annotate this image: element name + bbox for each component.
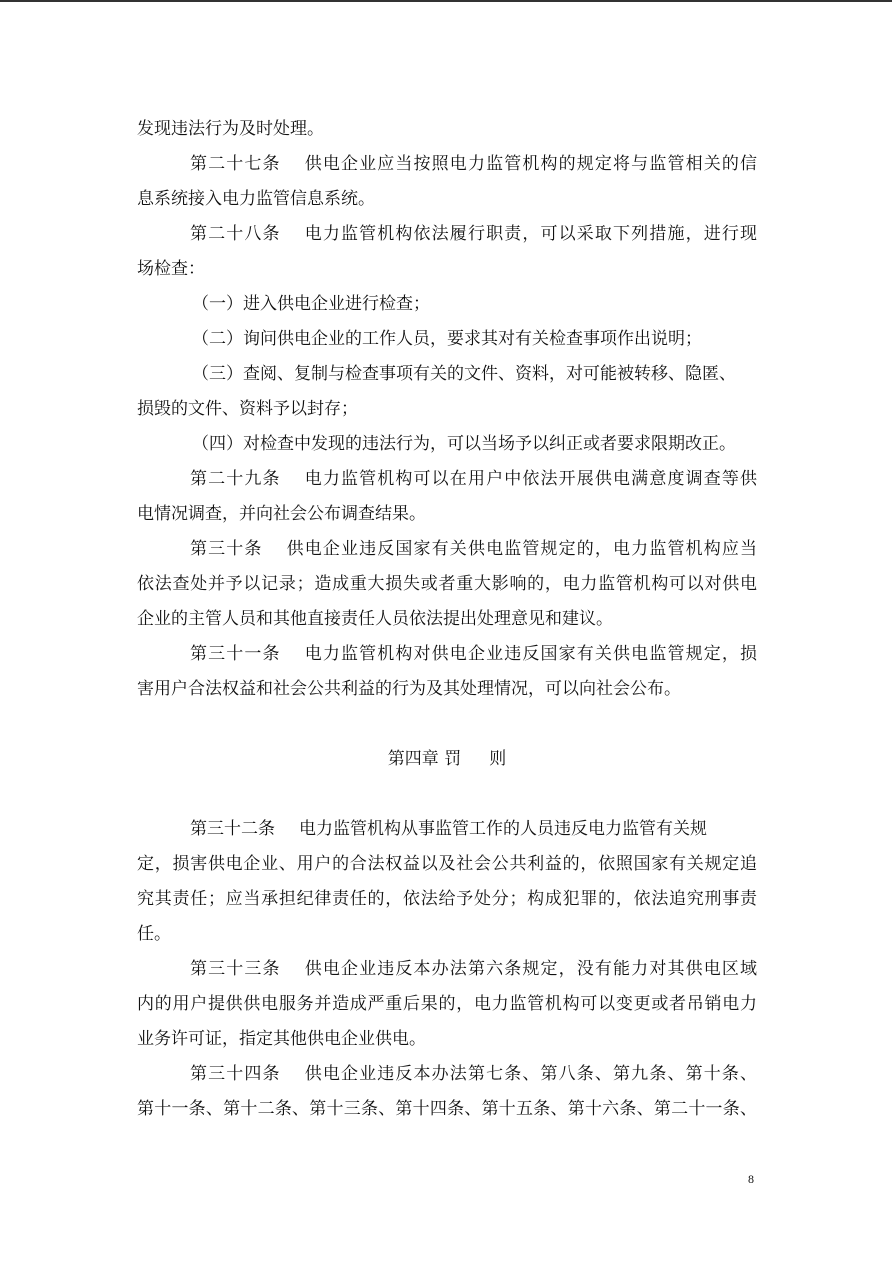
chapter-title-part-2: 则	[489, 749, 507, 769]
article-label: 第三十二条	[190, 819, 275, 839]
article-33-line-1	[137, 952, 757, 987]
article-text: 电力监管机构对供电企业违反国家有关供电监管规定，损	[304, 644, 758, 664]
article-32-line-1	[137, 812, 757, 847]
article-text: 供电企业违反本办法第六条规定，没有能力对其供电区域	[304, 959, 758, 979]
article-text: 电力监管机构从事监管工作的人员违反电力监管有关规	[299, 819, 707, 839]
article-29-line-1	[137, 462, 757, 497]
article-label: 第三十一条	[190, 644, 281, 664]
article-text: 供电企业违反国家有关供电监管规定的，电力监管机构应当	[286, 539, 758, 559]
article-text: 供电企业违反本办法第七条、第八条、第九条、第十条、	[304, 1064, 758, 1084]
article-text: 电力监管机构可以在用户中依法开展供电满意度调查等供	[304, 469, 758, 489]
article-27-line-1	[137, 147, 757, 182]
article-31-line-2: 害用户合法权益和社会公共利益的行为及其处理情况，可以向社会公布。	[137, 679, 681, 699]
article-label: 第三十四条	[190, 1064, 281, 1084]
article-29-line-2: 电情况调查，并向社会公布调查结果。	[137, 504, 426, 524]
article-33-line-2: 内的用户提供供电服务并造成严重后果的，电力监管机构可以变更或者吊销电力	[137, 994, 757, 1014]
top-border	[0, 0, 892, 2]
chapter-title-part-1: 第四章 罚	[387, 749, 462, 769]
list-item-1: （一）进入供电企业进行检查；	[192, 294, 430, 314]
article-label: 第三十三条	[190, 959, 281, 979]
article-32-line-4: 任。	[137, 924, 171, 944]
article-label: 第二十八条	[190, 224, 281, 244]
article-32-line-2: 定，损害供电企业、用户的合法权益以及社会公共利益的，依照国家有关规定追	[137, 854, 757, 874]
page-number: 8	[748, 1172, 754, 1186]
document-body	[137, 112, 757, 1127]
article-text: 电力监管机构依法履行职责，可以采取下列措施，进行现	[304, 224, 758, 244]
article-33-line-3: 业务许可证，指定其他供电企业供电。	[137, 1029, 426, 1049]
article-31-line-1	[137, 637, 757, 672]
article-28-line-2: 场检查：	[137, 259, 205, 279]
article-30-line-3: 企业的主管人员和其他直接责任人员依法提出处理意见和建议。	[137, 609, 613, 629]
text-line: 发现违法行为及时处理。	[137, 119, 324, 139]
list-item-3-line-2: 损毁的文件、资料予以封存；	[137, 399, 358, 419]
article-label: 第三十条	[190, 539, 263, 559]
article-30-line-2: 依法查处并予以记录；造成重大损失或者重大影响的，电力监管机构可以对供电	[137, 574, 757, 594]
article-label: 第二十九条	[190, 469, 281, 489]
article-27-line-2: 息系统接入电力监管信息系统。	[137, 189, 375, 209]
article-34-line-2: 第十一条、第十二条、第十三条、第十四条、第十五条、第十六条、第二十一条、	[137, 1099, 757, 1119]
list-item-4: （四）对检查中发现的违法行为，可以当场予以纠正或者要求限期改正。	[192, 434, 736, 454]
article-28-line-1	[137, 217, 757, 252]
list-item-3-line-1: （三）查阅、复制与检查事项有关的文件、资料，对可能被转移、隐匿、	[192, 364, 736, 384]
article-label: 第二十七条	[190, 154, 281, 174]
article-34-line-1	[137, 1057, 757, 1092]
list-item-2: （二）询问供电企业的工作人员，要求其对有关检查事项作出说明；	[192, 329, 702, 349]
article-30-line-1	[137, 532, 757, 567]
article-32-line-3: 究其责任；应当承担纪律责任的，依法给予处分；构成犯罪的，依法追究刑事责	[137, 889, 757, 909]
chapter-heading	[137, 742, 757, 777]
article-text: 供电企业应当按照电力监管机构的规定将与监管相关的信	[304, 154, 758, 174]
